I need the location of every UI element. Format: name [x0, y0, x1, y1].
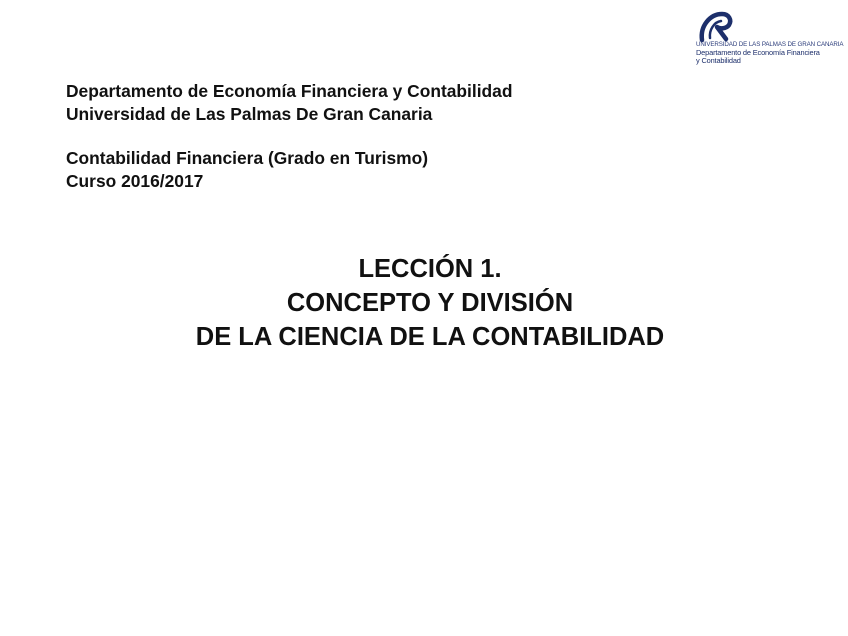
- logo-university-name: UNIVERSIDAD DE LAS PALMAS DE GRAN CANARIA: [696, 41, 844, 48]
- lesson-title-line-2: CONCEPTO Y DIVISIÓN: [286, 289, 574, 317]
- ulpgc-logo-icon: [696, 8, 734, 44]
- department-name: Departamento de Economía Financiera y Contabilidad: [66, 81, 513, 101]
- logo-department-name: Departamento de Economía Financiera: [696, 48, 820, 57]
- header-spacer: [66, 125, 512, 147]
- university-name: Universidad de Las Palmas De Gran Canaria: [66, 103, 433, 124]
- logo-department-name-cont: y Contabilidad: [696, 56, 741, 65]
- slide-header: [66, 80, 512, 192]
- lesson-title-line-3: DE LA CIENCIA DE LA CONTABILIDAD: [195, 323, 665, 351]
- lesson-title: [130, 252, 730, 354]
- course-name: Contabilidad Financiera (Grado en Turismo): [66, 148, 429, 168]
- academic-year: Curso 2016/2017: [66, 170, 204, 191]
- lesson-number: LECCIÓN 1.: [358, 255, 502, 283]
- university-logo: [694, 8, 844, 70]
- logo-text: [696, 41, 844, 65]
